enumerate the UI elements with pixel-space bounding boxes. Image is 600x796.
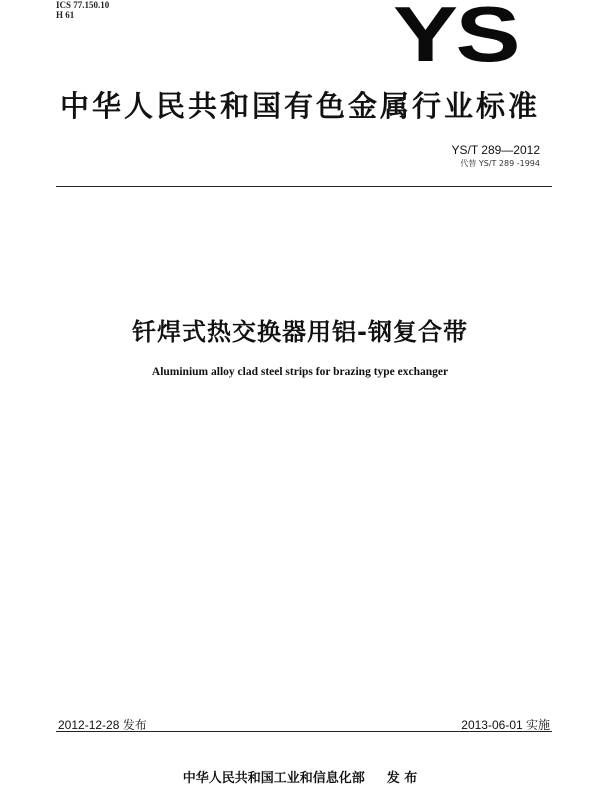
replaces-standard: 代替 YS/T 289 -1994 bbox=[460, 159, 540, 168]
issue-label: 发 布 bbox=[386, 771, 418, 786]
header-divider bbox=[56, 186, 552, 187]
ccs-code: H 61 bbox=[56, 10, 75, 20]
document-title-en: Aluminium alloy clad steel strips for brazing type exchanger bbox=[151, 366, 449, 378]
classification-codes bbox=[56, 0, 109, 20]
issuer-line bbox=[0, 767, 600, 786]
standard-code-block bbox=[420, 143, 540, 169]
document-title-cn: 钎焊式热交换器用铝-钢复合带 bbox=[132, 318, 468, 346]
ics-code: ICS 77.150.10 bbox=[56, 0, 110, 10]
ys-logo: YS bbox=[392, 0, 518, 78]
standard-title: 中华人民共和国有色金属行业标准 bbox=[59, 89, 540, 123]
issuer-name: 中华人民共和国工业和信息化部 bbox=[182, 771, 365, 786]
footer-divider bbox=[56, 731, 552, 732]
effective-date: 2013-06-01 实施 bbox=[461, 718, 550, 732]
publish-date: 2012-12-28 发布 bbox=[58, 718, 147, 732]
standard-number: YS/T 289—2012 bbox=[451, 143, 540, 157]
